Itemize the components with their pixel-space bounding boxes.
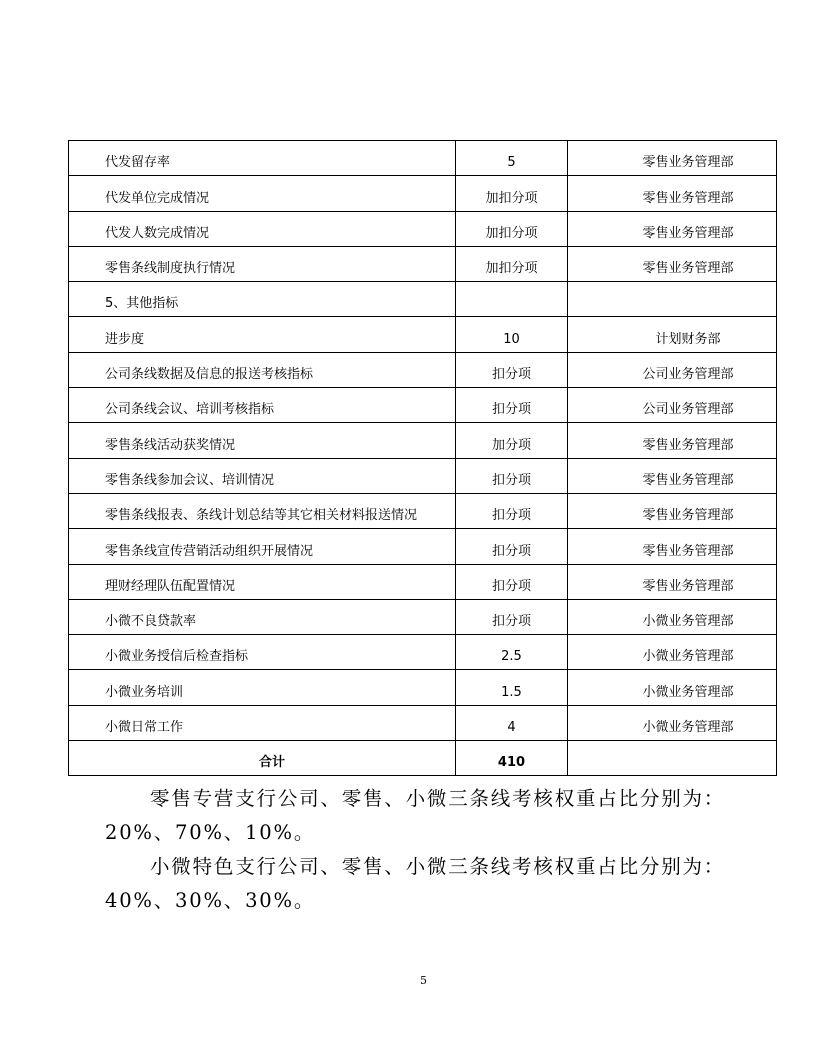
weight-paragraph-1-cont: 20%、70%、10%。 [105, 821, 316, 845]
indicator-cell: 进步度 [69, 317, 456, 352]
score-cell: 10 [456, 317, 568, 352]
score-cell: 加扣分项 [456, 211, 568, 246]
table-row [69, 635, 777, 670]
table-row [69, 493, 777, 528]
indicator-cell: 代发人数完成情况 [69, 211, 456, 246]
department-cell: 零售业务管理部 [568, 423, 777, 458]
table-row [69, 176, 777, 211]
table-row [69, 388, 777, 423]
table-row [69, 599, 777, 634]
score-cell: 扣分项 [456, 599, 568, 634]
score-cell: 扣分项 [456, 388, 568, 423]
indicator-cell: 5、其他指标 [69, 282, 456, 317]
department-cell: 小微业务管理部 [568, 670, 777, 705]
department-cell: 零售业务管理部 [568, 564, 777, 599]
department-cell: 零售业务管理部 [568, 493, 777, 528]
score-cell: 加扣分项 [456, 176, 568, 211]
indicator-cell: 小微日常工作 [69, 705, 456, 740]
assessment-table [68, 140, 777, 776]
department-cell: 零售业务管理部 [568, 529, 777, 564]
department-cell: 零售业务管理部 [568, 141, 777, 176]
indicator-cell: 零售条线活动获奖情况 [69, 423, 456, 458]
score-cell: 扣分项 [456, 458, 568, 493]
table-row [69, 670, 777, 705]
weight-paragraph-1: 零售专营支行公司、零售、小微三条线考核权重占比分别为： [150, 787, 726, 811]
table-row [69, 141, 777, 176]
indicator-cell: 代发单位完成情况 [69, 176, 456, 211]
score-cell: 4 [456, 705, 568, 740]
table-row [69, 211, 777, 246]
department-cell: 零售业务管理部 [568, 246, 777, 281]
department-cell: 零售业务管理部 [568, 176, 777, 211]
table-row [69, 282, 777, 317]
score-cell: 扣分项 [456, 493, 568, 528]
department-cell: 公司业务管理部 [568, 388, 777, 423]
page-number: 5 [420, 974, 427, 987]
table-row [69, 317, 777, 352]
score-cell: 扣分项 [456, 564, 568, 599]
table-row [69, 246, 777, 281]
department-cell [568, 741, 777, 776]
score-cell: 5 [456, 141, 568, 176]
table-row [69, 705, 777, 740]
score-cell: 扣分项 [456, 529, 568, 564]
score-cell: 2.5 [456, 635, 568, 670]
score-cell: 扣分项 [456, 352, 568, 387]
total-label: 合计 [69, 741, 456, 776]
department-cell: 零售业务管理部 [568, 458, 777, 493]
table-row [69, 423, 777, 458]
total-row [69, 741, 777, 776]
total-score: 410 [456, 741, 568, 776]
indicator-cell: 公司条线数据及信息的报送考核指标 [69, 352, 456, 387]
department-cell: 小微业务管理部 [568, 599, 777, 634]
table-row [69, 352, 777, 387]
department-cell [568, 282, 777, 317]
table-row [69, 529, 777, 564]
indicator-cell: 零售条线宣传营销活动组织开展情况 [69, 529, 456, 564]
weight-paragraphs [0, 782, 816, 918]
weight-paragraph-2: 小微特色支行公司、零售、小微三条线考核权重占比分别为： [150, 855, 726, 879]
indicator-cell: 代发留存率 [69, 141, 456, 176]
indicator-cell: 小微业务授信后检查指标 [69, 635, 456, 670]
department-cell: 公司业务管理部 [568, 352, 777, 387]
weight-paragraph-2-cont: 40%、30%、30%。 [105, 889, 316, 913]
department-cell: 小微业务管理部 [568, 705, 777, 740]
table-row [69, 458, 777, 493]
page-content [0, 140, 816, 918]
indicator-cell: 零售条线报表、条线计划总结等其它相关材料报送情况 [69, 493, 456, 528]
indicator-cell: 零售条线制度执行情况 [69, 246, 456, 281]
score-cell: 加扣分项 [456, 246, 568, 281]
indicator-cell: 零售条线参加会议、培训情况 [69, 458, 456, 493]
indicator-cell: 公司条线会议、培训考核指标 [69, 388, 456, 423]
score-cell: 加分项 [456, 423, 568, 458]
score-cell: 1.5 [456, 670, 568, 705]
indicator-cell: 理财经理队伍配置情况 [69, 564, 456, 599]
department-cell: 计划财务部 [568, 317, 777, 352]
indicator-cell: 小微业务培训 [69, 670, 456, 705]
table-row [69, 564, 777, 599]
department-cell: 零售业务管理部 [568, 211, 777, 246]
department-cell: 小微业务管理部 [568, 635, 777, 670]
indicator-cell: 小微不良贷款率 [69, 599, 456, 634]
score-cell [456, 282, 568, 317]
